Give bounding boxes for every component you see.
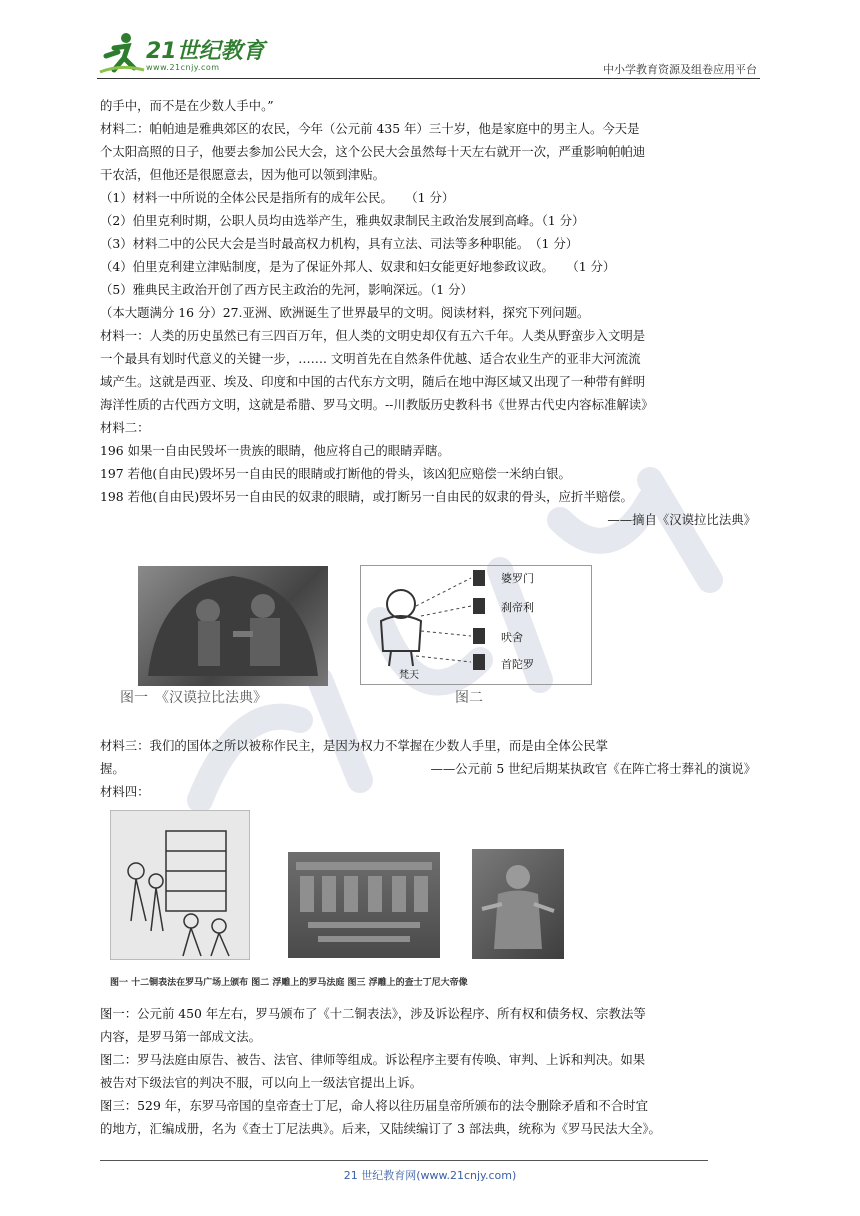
text-line: 的地方，汇编成册，名为《查士丁尼法典》。后来，又陆续编订了 3 部法典，统称为《罗马民法大全》。	[100, 1121, 661, 1136]
text-line: 的手中，而不是在少数人手中。”	[100, 98, 274, 113]
text-line: 材料三：我们的国体之所以被称作民主，是因为权力不掌握在少数人手里，而是由全体公民掌	[100, 738, 609, 753]
text-line: 材料四：	[100, 784, 150, 799]
answer-line: （2）伯里克利时期，公职人员均由选举产生，雅典奴隶制民主政治发展到高峰。（1 分）	[100, 213, 585, 228]
caste-label: 吠舍	[501, 631, 523, 644]
roman-court-relief	[288, 852, 440, 958]
caste-label: 刹帝利	[501, 601, 534, 614]
figure-caption: 图一 十二铜表法在罗马广场上颁布 图二 浮雕上的罗马法庭 图三 浮雕上的查士丁尼大帝像	[110, 978, 468, 988]
text-line: 图二：罗马法庭由原告、被告、法官、律师等组成。诉讼程序主要有传唤、审判、上诉和判决。如果	[100, 1052, 646, 1067]
law-clause: 197 若他(自由民)毁坏另一自由民的眼睛或打断他的骨头，该凶犯应赔偿一米纳白银。	[100, 466, 571, 481]
logo-url: www.21cnjy.com	[146, 63, 220, 72]
platform-name: 中小学教育资源及组卷应用平台	[603, 63, 757, 76]
figure-caption: 图一 《汉谟拉比法典》	[120, 690, 267, 706]
footer-divider	[100, 1160, 708, 1161]
text-line: 个太阳高照的日子，他要去参加公民大会，这个公民大会虽然每十天左右就开一次，严重影响帕帕迪	[100, 144, 646, 159]
header-divider	[97, 78, 760, 79]
text-line: 域产生。这就是西亚、埃及、印度和中国的古代东方文明，随后在地中海区域又出现了一种带有鲜明	[100, 374, 646, 389]
source-citation: ——摘自《汉谟拉比法典》	[607, 512, 756, 527]
text-line: 内容，是罗马第一部成文法。	[100, 1029, 262, 1044]
text-line: 图三：529 年，东罗马帝国的皇帝查士丁尼，命人将以往历届皇帝所颁布的法令删除矛盾和不合时宜	[100, 1098, 648, 1113]
brahma-label: 梵天	[399, 670, 419, 681]
caste-diagram	[360, 565, 592, 685]
answer-line: （4）伯里克利建立津贴制度，是为了保证外邦人、奴隶和妇女能更好地参政议政。 （1 分）	[100, 259, 616, 274]
justinian-relief	[472, 849, 564, 959]
source-citation: ——公元前 5 世纪后期某执政官《在阵亡将士葬礼的演说》	[430, 761, 756, 776]
answer-line: （3）材料二中的公民大会是当时最高权力机构，具有立法、司法等多种职能。 （1 分）	[100, 236, 579, 251]
text-line: 被告对下级法官的判决不服，可以向上一级法官提出上诉。	[100, 1075, 423, 1090]
footer-link[interactable]: 21 世纪教育网(www.21cnjy.com)	[343, 1169, 517, 1182]
text-line: 材料二：	[100, 420, 150, 435]
caste-label: 首陀罗	[501, 658, 534, 671]
text-line: 材料二：帕帕迪是雅典郊区的农民，今年（公元前 435 年）三十岁，他是家庭中的男主人。今天是	[100, 121, 640, 136]
figure-caption: 图二	[455, 690, 483, 706]
text-line: 图一：公元前 450 年左右，罗马颁布了《十二铜表法》，涉及诉讼程序、所有权和债务权、宗教法等	[100, 1006, 646, 1021]
caste-label: 婆罗门	[501, 572, 534, 585]
text-line: 材料一：人类的历史虽然已有三四百万年，但人类的文明史却仅有五六千年。人类从野蛮步入文明是	[100, 328, 646, 343]
logo-text: 21世纪教育	[146, 39, 265, 64]
text-line: 握。	[100, 761, 125, 776]
law-clause: 196 如果一自由民毁坏一贵族的眼睛，他应将自己的眼睛弄瞎。	[100, 443, 450, 458]
law-clause: 198 若他(自由民)毁坏另一自由民的奴隶的眼睛，或打断另一自由民的奴隶的骨头，应折半赔偿。	[100, 489, 633, 504]
text-line: 一个最具有划时代意义的关键一步，……. 文明首先在自然条件优越、适合农业生产的亚非大河流流	[100, 351, 641, 366]
twelve-tables-engraving	[110, 810, 250, 960]
answer-line: （5）雅典民主政治开创了西方民主政治的先河，影响深远。（1 分）	[100, 282, 473, 297]
hammurabi-stele-image	[138, 566, 328, 686]
runner-logo-icon	[96, 28, 146, 78]
text-line: 海洋性质的古代西方文明，这就是希腊、罗马文明。--川教版历史教科书《世界古代史内容标准解读》	[100, 397, 654, 412]
text-line: 干农活，但他还是很愿意去，因为他可以领到津贴。	[100, 167, 385, 182]
answer-line: （1）材料一中所说的全体公民是指所有的成年公民。 （1 分）	[100, 190, 455, 205]
question-heading: （本大题满分 16 分）27.亚洲、欧洲诞生了世界最早的文明。阅读材料，探究下列问题。	[100, 305, 590, 320]
